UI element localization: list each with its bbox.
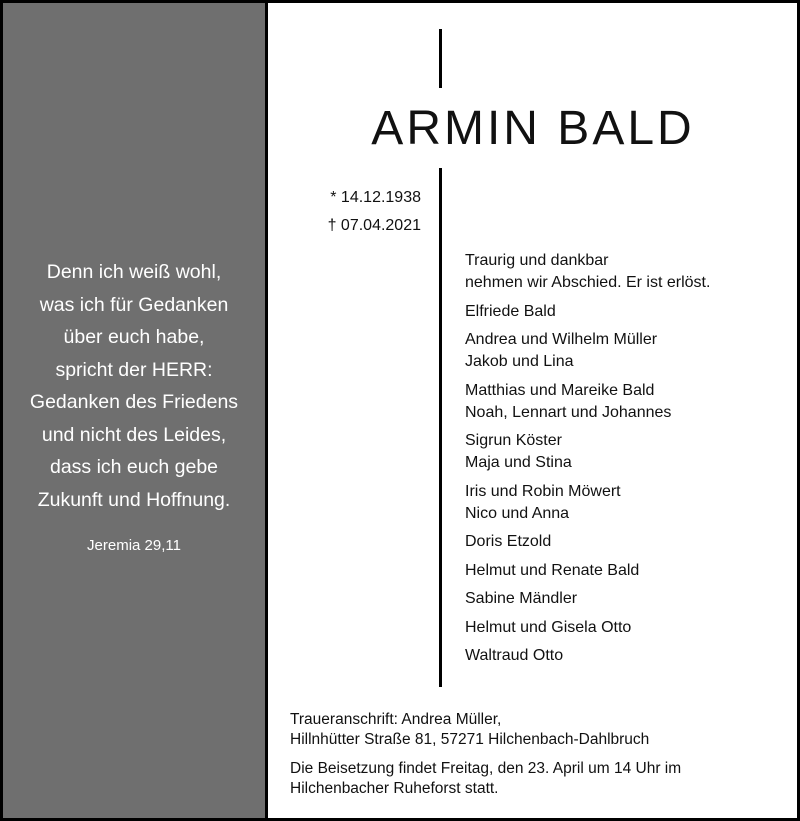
mourner-line: Elfriede Bald [465,302,556,320]
mourner-line: Doris Etzold [465,533,552,550]
mourner-line: Matthias und Mareike Bald [465,381,655,399]
mourner-line: Jakob und Lina [465,353,574,370]
burial-line: Die Beisetzung findet Freitag, den 23. April um 14 Uhr im [290,760,682,777]
life-dates [299,184,421,240]
mourner-line: Noah, Lennart und Johannes [465,403,672,421]
quote-reference: Jeremia 29,11 [87,537,181,554]
list-item [465,588,785,610]
quote-line: und nicht des Leides, [41,423,227,446]
burial-notice [290,759,770,799]
mourner-line: Nico und Anna [465,504,570,522]
quote-line: Denn ich weiß wohl, [46,261,222,283]
birth-date: * 14.12.1938 [330,189,421,206]
burial-line: Hilchenbacher Ruheforst statt. [290,780,499,797]
list-item [465,560,785,582]
quote-line: Zukunft und Hoffnung. [37,488,231,511]
quote-panel [3,3,265,818]
list-item [465,430,785,474]
address-line: Hillnhütter Straße 81, 57271 Hilchenbach-Dahlbruch [290,731,650,748]
list-item [465,250,785,294]
panel-divider [265,3,268,818]
quote-line: Gedanken des Friedens [29,391,239,413]
mourner-line: Iris und Robin Möwert [465,482,621,500]
mourner-line: Traurig und dankbar [465,252,609,269]
list-item [465,329,785,373]
list-item [465,645,785,667]
mourner-line: Andrea und Wilhelm Müller [465,331,658,348]
mourner-line: nehmen wir Abschied. Er ist erlöst. [465,274,711,291]
deceased-name: ARMIN BALD [371,102,695,155]
list-item [465,380,785,424]
quote-line: was ich für Gedanken [39,293,229,316]
list-item [465,301,785,323]
mourning-address [290,710,770,750]
mourners-list [465,250,785,674]
mourner-line: Maja und Stina [465,454,572,471]
death-date: † 07.04.2021 [327,217,421,234]
mourner-line: Sabine Mändler [465,590,578,607]
mourner-line: Sigrun Köster [465,432,562,449]
address-line: Traueranschrift: Andrea Müller, [290,711,502,728]
list-item [465,531,785,553]
quote-line: dass ich euch gebe [49,456,219,478]
bible-quote [3,256,265,516]
mourner-line: Helmut und Gisela Otto [465,618,632,636]
mourner-line: Helmut und Renate Bald [465,561,640,579]
list-item [465,481,785,525]
cross-upper-bar [439,29,442,88]
list-item [465,617,785,639]
cross-lower-bar [439,168,442,687]
notice-footer [290,710,770,799]
quote-line: spricht der HERR: [55,358,213,381]
quote-line: über euch habe, [63,326,205,348]
mourner-line: Waltraud Otto [465,647,564,664]
